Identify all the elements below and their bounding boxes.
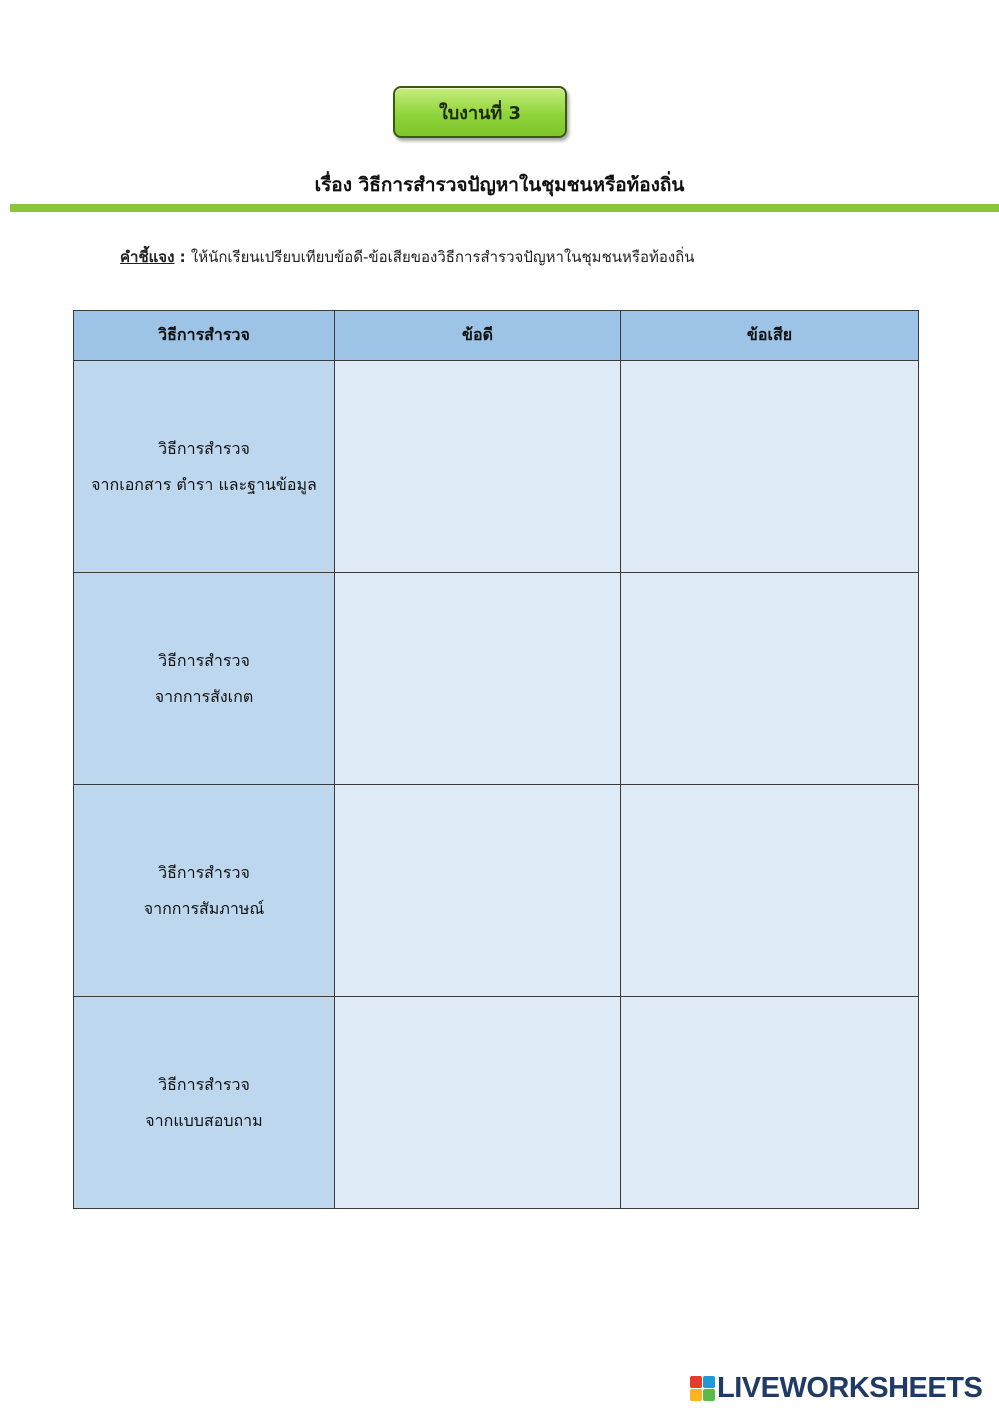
logo-square bbox=[690, 1376, 702, 1388]
instructions-text: ให้นักเรียนเปรียบเทียบข้อดี-ข้อเสียของวิธีการสำรวจปัญหาในชุมชนหรือท้องถิ่น bbox=[190, 248, 695, 266]
header-method: วิธีการสำรวจ bbox=[74, 311, 335, 361]
method-line-1: วิธีการสำรวจ bbox=[158, 862, 250, 882]
method-line-2: จากแบบสอบถาม bbox=[145, 1110, 263, 1130]
advantages-cell[interactable] bbox=[335, 573, 621, 785]
method-line-1: วิธีการสำรวจ bbox=[158, 438, 250, 458]
method-line-1: วิธีการสำรวจ bbox=[158, 650, 250, 670]
advantages-cell[interactable] bbox=[335, 997, 621, 1209]
table-row bbox=[74, 997, 919, 1209]
disadvantages-cell[interactable] bbox=[621, 785, 919, 997]
method-line-2: จากการสัมภาษณ์ bbox=[143, 898, 265, 918]
method-line-2: จากเอกสาร ตำรา และฐานข้อมูล bbox=[91, 474, 317, 494]
method-cell bbox=[74, 785, 335, 997]
header-disadvantages: ข้อเสีย bbox=[621, 311, 919, 361]
method-cell bbox=[74, 997, 335, 1209]
method-cell bbox=[74, 361, 335, 573]
method-line-2: จากการสังเกต bbox=[154, 686, 254, 706]
advantages-cell[interactable] bbox=[335, 785, 621, 997]
instructions-separator: : bbox=[174, 248, 191, 266]
logo-text: LIVEWORKSHEETS bbox=[717, 1372, 983, 1404]
method-line-1: วิธีการสำรวจ bbox=[158, 1074, 250, 1094]
instructions-label: คำชี้แจง bbox=[120, 248, 175, 266]
disadvantages-cell[interactable] bbox=[621, 361, 919, 573]
logo-square bbox=[703, 1376, 715, 1388]
title-divider bbox=[10, 204, 999, 212]
header-advantages: ข้อดี bbox=[335, 311, 621, 361]
table-row bbox=[74, 361, 919, 573]
logo-square bbox=[690, 1389, 702, 1401]
table-row bbox=[74, 573, 919, 785]
advantages-cell[interactable] bbox=[335, 361, 621, 573]
worksheet-title: เรื่อง วิธีการสำรวจปัญหาในชุมชนหรือท้องถิ่น bbox=[314, 174, 685, 196]
method-cell bbox=[74, 573, 335, 785]
comparison-table bbox=[73, 310, 919, 1209]
table-row bbox=[74, 785, 919, 997]
badge-label: ใบงานที่ 3 bbox=[438, 102, 522, 124]
instructions bbox=[120, 245, 695, 269]
logo-square bbox=[703, 1389, 715, 1401]
table-header-row bbox=[74, 311, 919, 361]
worksheet-number-badge bbox=[393, 86, 567, 138]
disadvantages-cell[interactable] bbox=[621, 573, 919, 785]
disadvantages-cell[interactable] bbox=[621, 997, 919, 1209]
liveworksheets-logo bbox=[690, 1372, 982, 1405]
logo-mark-icon bbox=[690, 1376, 715, 1401]
